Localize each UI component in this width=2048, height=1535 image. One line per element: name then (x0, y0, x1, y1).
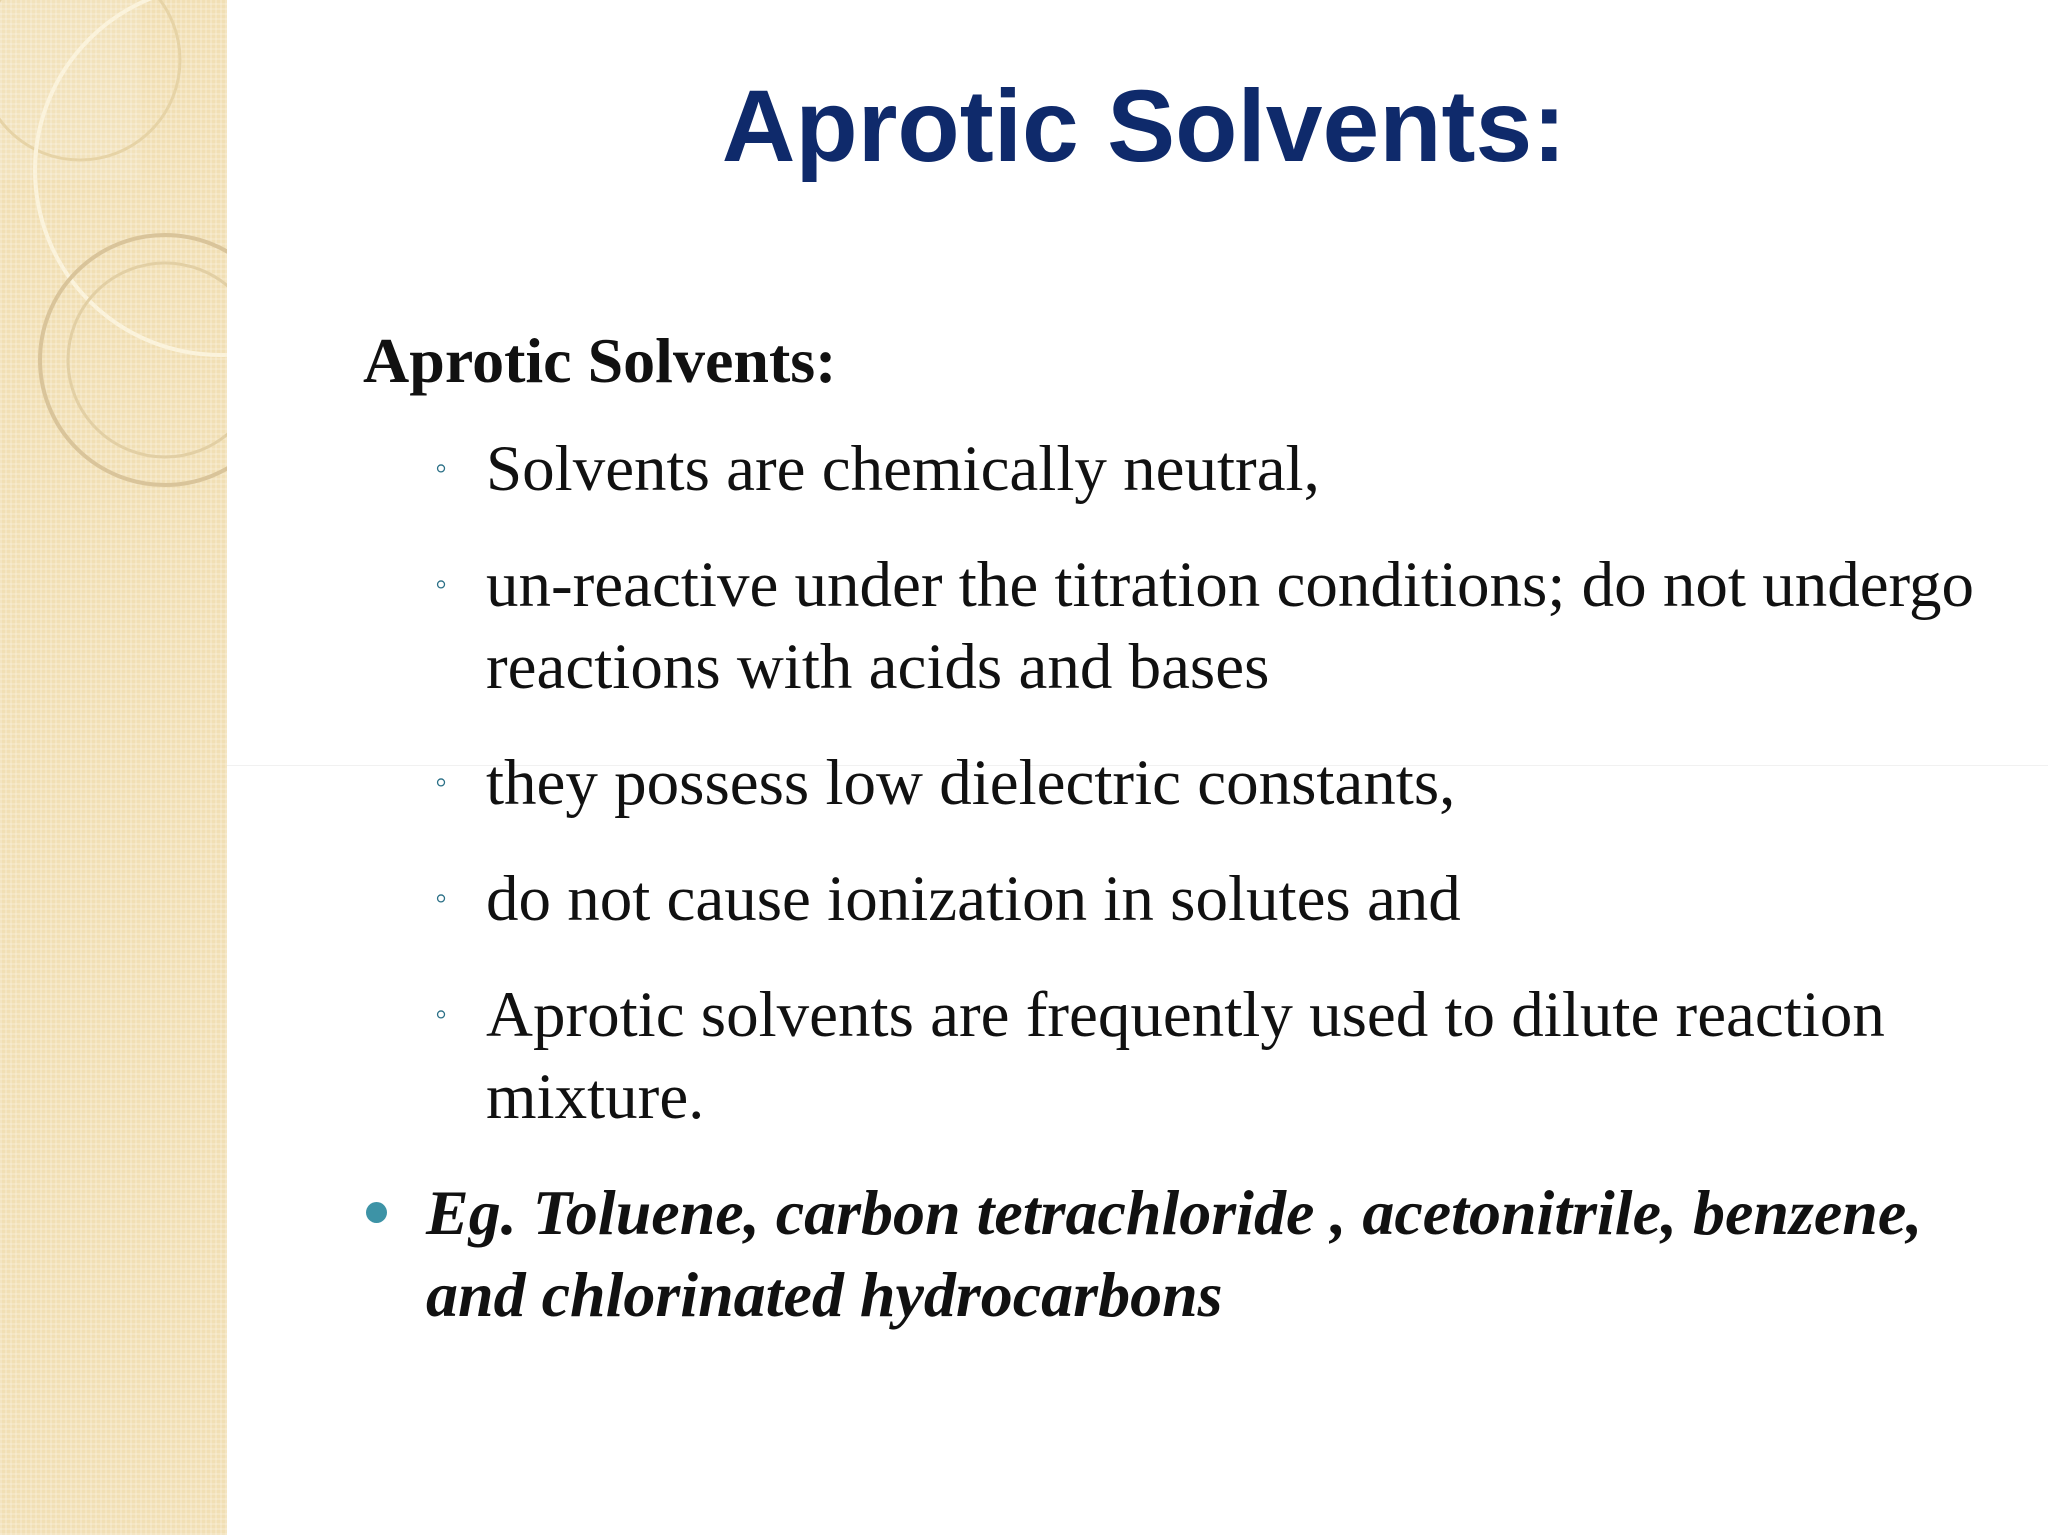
sub-point-list (363, 428, 1983, 1138)
circle-outline (68, 263, 227, 457)
list-item (363, 742, 1983, 824)
example-text: Eg. Toluene, carbon tetrachloride , acetonitrile, benzene, and chlorinated hydrocarbons (426, 1177, 1923, 1330)
section-heading: Aprotic Solvents: (363, 325, 837, 396)
slide-title: Aprotic Solvents: (721, 69, 1567, 183)
sub-point-text: do not cause ionization in solutes and (486, 863, 1461, 935)
list-item (363, 858, 1983, 940)
sub-point-text: Aprotic solvents are frequently used to dilute reaction mixture. (486, 979, 1885, 1133)
filled-circle-bullet-icon (366, 1202, 387, 1223)
hollow-circle-bullet-icon: ◦ (435, 996, 448, 1033)
list-item (363, 974, 1983, 1138)
list-item (363, 544, 1983, 708)
sub-point-text: un-reactive under the titration conditions; do not undergo reactions with acids and bases (486, 549, 1975, 703)
hollow-circle-bullet-icon: ◦ (435, 880, 448, 917)
sub-point-text: they possess low dielectric constants, (486, 747, 1456, 819)
example-item (363, 1172, 1983, 1336)
decorative-side-band (0, 0, 227, 1535)
hollow-circle-bullet-icon: ◦ (435, 566, 448, 603)
sub-point-text: Solvents are chemically neutral, (486, 433, 1320, 505)
slide-content (363, 320, 1983, 1336)
list-item (363, 428, 1983, 510)
decorative-circles (0, 0, 227, 1535)
hollow-circle-bullet-icon: ◦ (435, 764, 448, 801)
hollow-circle-bullet-icon: ◦ (435, 450, 448, 487)
